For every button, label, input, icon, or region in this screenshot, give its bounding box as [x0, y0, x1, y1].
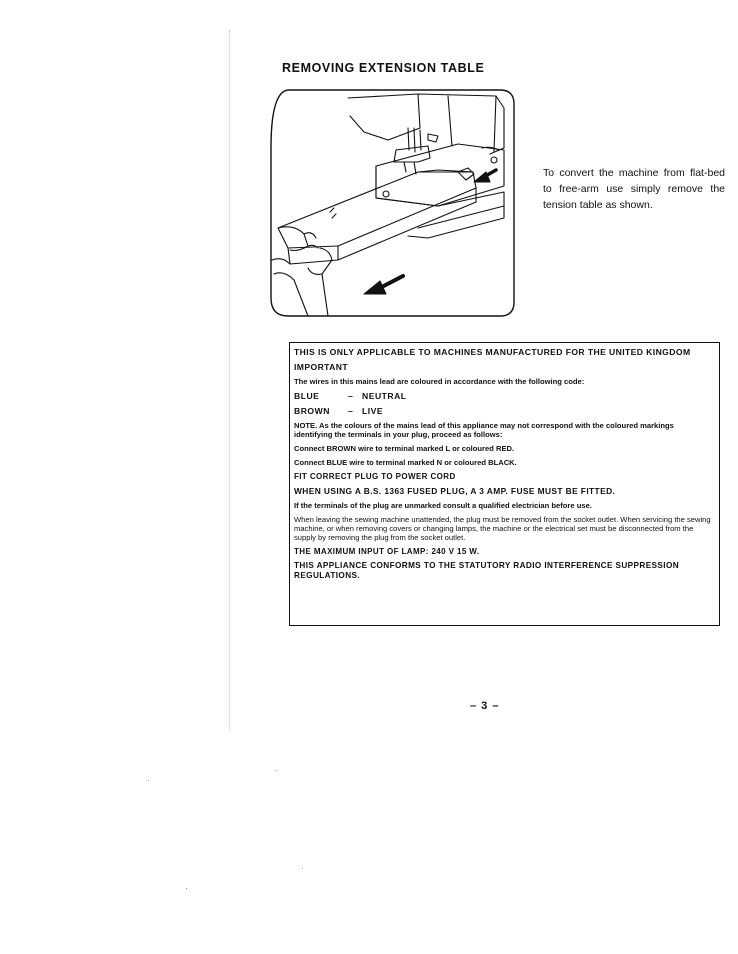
code-row-blue [294, 391, 714, 401]
extension-table-illustration [268, 88, 516, 318]
code-value: LIVE [362, 406, 384, 416]
code-dash: – [348, 406, 354, 416]
notice-conformity: THIS APPLIANCE CONFORMS TO THE STATUTORY RADIO INTERFERENCE SUPPRESSION REGULATIONS. [294, 561, 680, 580]
notice-lamp: THE MAXIMUM INPUT OF LAMP: 240 V 15 W. [294, 547, 480, 556]
scan-speck [148, 780, 149, 781]
notice-connect-brown: Connect BROWN wire to terminal marked L or coloured RED. [294, 444, 515, 453]
code-label: BLUE [294, 391, 320, 401]
notice-fuse: WHEN USING A B.S. 1363 FUSED PLUG, A 3 AMP. FUSE MUST BE FITTED. [294, 486, 616, 496]
uk-wiring-notice-box [289, 342, 720, 626]
notice-fit-plug: FIT CORRECT PLUG TO POWER CORD [294, 472, 456, 481]
notice-important: IMPORTANT [294, 362, 349, 372]
notice-unattended: When leaving the sewing machine unattended, the plug must be removed from the socket outlet. When servicing the sewing machine, or when removing covers or changing lamps, the machine or the electrical set must be disconnected from the supply by removing the plug from the socket outlet. [294, 515, 711, 542]
code-row-brown [294, 406, 714, 416]
notice-note: NOTE. As the colours of the mains lead of this appliance may not correspond with the coloured markings identifying the terminals in your plug, proceed as follows: [294, 421, 674, 439]
section-title: REMOVING EXTENSION TABLE [282, 61, 485, 75]
scan-speck [276, 770, 277, 771]
notice-heading: THIS IS ONLY APPLICABLE TO MACHINES MANUFACTURED FOR THE UNITED KINGDOM [294, 347, 691, 357]
notice-code-intro: The wires in this mains lead are coloured in accordance with the following code: [294, 377, 585, 386]
page-number: – 3 – [470, 700, 500, 712]
scan-speck [186, 888, 187, 889]
code-label: BROWN [294, 406, 330, 416]
binding-margin-line [229, 30, 230, 730]
instruction-caption: To convert the machine from flat-bed to free-arm use simply remove the tension table as shown. [543, 167, 725, 211]
notice-connect-blue: Connect BLUE wire to terminal marked N or coloured BLACK. [294, 458, 517, 467]
notice-unmarked: If the terminals of the plug are unmarked consult a qualified electrician before use. [294, 501, 592, 510]
code-value: NEUTRAL [362, 391, 407, 401]
code-dash: – [348, 391, 354, 401]
scan-speck [302, 868, 303, 869]
